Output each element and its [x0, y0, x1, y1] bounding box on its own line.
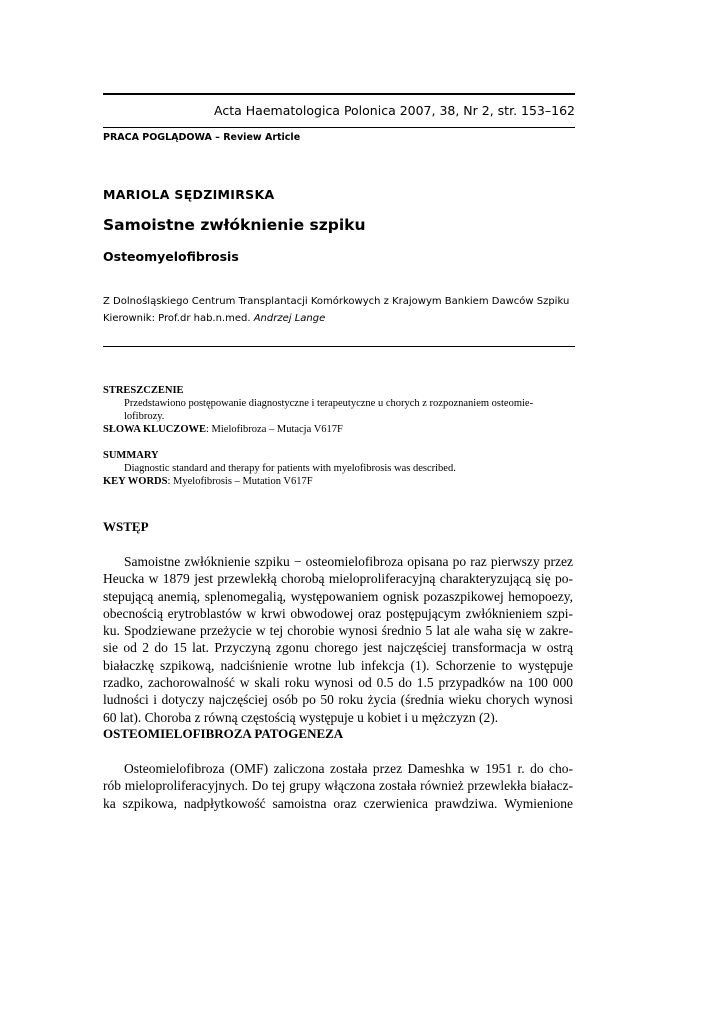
section-heading-intro: WSTĘP [103, 519, 149, 534]
pathogenesis-line: ka szpikowa, nadpłytkowość samoistna oraz czerwienica prawdziwa. Wymienione [103, 795, 573, 811]
pathogenesis-line: rób mieloproliferacyjnych. Do tej grupy włączona została również przewlekła białacz- [103, 778, 573, 794]
citation-rule [103, 127, 575, 128]
affiliation: Z Dolnośląskiego Centrum Transplantacji Komórkowych z Krajowym Bankiem Dawców Szpiku [103, 296, 570, 307]
abstract-pl-keywords-value: : Mielofibroza – Mutacja V617F [206, 424, 343, 435]
intro-paragraph [103, 553, 573, 726]
department-head-prefix: Kierownik: Prof.dr hab.n.med. [103, 313, 254, 324]
intro-line: rzadko, zachorowalność w skali roku wynosi od 0.5 do 1.5 przypadków na 100 000 [103, 675, 573, 691]
abstract-pl-line-1: Przedstawiono postępowanie diagnostyczne i terapeutyczne u chorych z rozpoznaniem osteomie- [124, 398, 534, 409]
abstract-pl-keywords-label: SŁOWA KLUCZOWE [103, 424, 206, 435]
intro-line: 60 lat). Choroba z równą częstością występuje u kobiet i u mężczyzn (2). [103, 709, 499, 725]
intro-line: Heucka w 1879 jest przewlekłą chorobą mieloproliferacyjną charakteryzującą się po- [103, 571, 573, 587]
abstract-pl-line-2: lofibrozy. [124, 411, 165, 422]
abstract-en-keywords-label: KEY WORDS [103, 476, 168, 487]
affiliation-rule [103, 346, 575, 347]
intro-line: białaczkę szpikową, nadciśnienie wrotne lub infekcja (1). Schorzenie to występuje [103, 657, 573, 673]
abstract-pl-keywords [103, 423, 343, 436]
abstract-en-keywords [103, 475, 313, 488]
abstract-en-keywords-value: : Myelofibrosis – Mutation V617F [167, 476, 313, 487]
section-heading-pathogenesis: OSTEOMIELOFIBROZA PATOGENEZA [103, 726, 344, 741]
intro-line: Samoistne zwłóknienie szpiku − osteomielofibroza opisana po raz pierwszy przez [124, 554, 573, 569]
intro-line: obecnością erytroblastów w krwi obwodowej oraz postępującym zwłóknieniem szpi- [103, 605, 573, 621]
top-rule [103, 93, 575, 95]
author-name: MARIOLA SĘDZIMIRSKA [103, 187, 275, 202]
pathogenesis-paragraph [103, 760, 573, 812]
abstract-pl-text [124, 397, 572, 423]
article-subtitle: Osteomyelofibrosis [103, 249, 239, 264]
journal-citation: Acta Haematologica Polonica 2007, 38, Nr 2, str. 153–162 [214, 103, 575, 118]
abstract-en-text: Diagnostic standard and therapy for patients with myelofibrosis was described. [124, 463, 456, 474]
abstract-pl-heading: STRESZCZENIE [103, 385, 184, 396]
article-title: Samoistne zwłóknienie szpiku [103, 216, 366, 234]
intro-line: sie od 2 do 15 lat. Przyczyną zgonu chorego jest najczęściej transformacja w ostrą [103, 640, 573, 656]
abstract-en-heading: SUMMARY [103, 450, 159, 461]
intro-line: stepującą anemią, splenomegalią, występowaniem ognisk pozaszpikowej hemopoezy, [103, 588, 573, 604]
intro-line: ludności i dotyczy najczęściej osób po 50 roku życia (średnia wieku chorych wynosi [103, 692, 573, 708]
department-head-name: Andrzej Lange [253, 313, 326, 324]
department-head [103, 313, 325, 324]
intro-line: ku. Spodziewane przeżycie w tej chorobie wynosi średnio 5 lat ale waha się w zakre- [103, 623, 573, 639]
pathogenesis-line: Osteomielofibroza (OMF) zaliczona została przez Dameshka w 1951 r. do cho- [124, 761, 573, 776]
article-category: PRACA POGLĄDOWA – Review Article [103, 132, 301, 143]
